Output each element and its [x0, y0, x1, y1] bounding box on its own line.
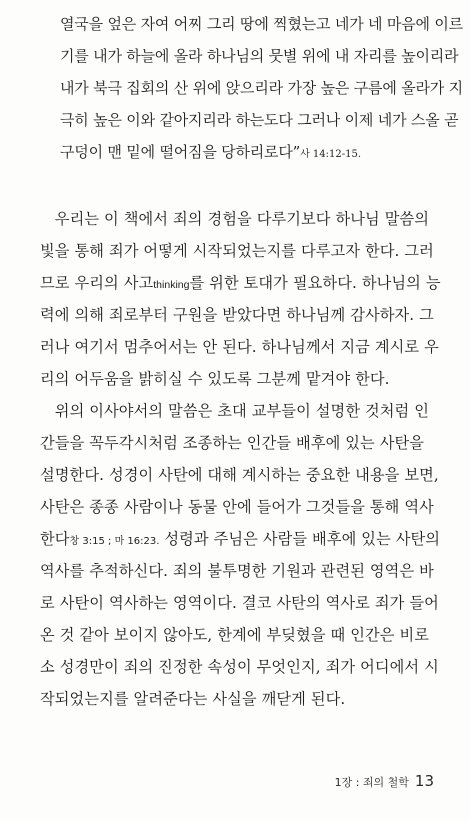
- quote-text: 구덩이 맨 밑에 떨어짐을 당하리로다”: [60, 143, 301, 161]
- paragraph-text: 우리는 이 책에서 죄의 경험을 다루기보다 하나님 말씀의: [54, 210, 430, 228]
- paragraph-line: 설명한다. 성경이 사탄에 대해 계시하는 중요한 내용을 보면,: [40, 466, 439, 484]
- paragraph-line: 온 것 같아 보이지 않아도, 한계에 부딪혔을 때 인간은 비로: [40, 626, 430, 644]
- english-gloss: thinking: [153, 279, 190, 291]
- paragraph-text: 한다: [40, 530, 70, 548]
- paragraph-line: 사탄은 종종 사람이나 동물 안에 들어가 그것들을 통해 역사: [40, 498, 434, 516]
- quote-line: [60, 136, 430, 168]
- paragraph-line: 빛을 통해 죄가 어떻게 시작되었는지를 다루고자 한다. 그러: [40, 242, 434, 260]
- paragraph-line: 간들을 꼭두각시처럼 조종하는 인간들 배후에 있는 사탄을: [40, 434, 425, 452]
- paragraph-line: 리의 어두움을 밝히실 수 있도록 그분께 맡겨야 한다.: [40, 370, 390, 388]
- paragraph-text: 성령과 주님은 사람들 배후에 있는 사탄의: [159, 530, 441, 548]
- quote-line: 내가 북극 집회의 산 위에 앉으리라 가장 높은 구름에 올라가 지: [60, 79, 463, 97]
- paragraph-line: [40, 267, 440, 299]
- scripture-citation: 창 3:15 ; 마 16:23.: [69, 536, 160, 547]
- paragraph-line: 작되었는지를 알려준다는 사실을 깨닫게 된다.: [40, 690, 346, 708]
- scripture-reference: 사 14:12-15.: [300, 149, 362, 160]
- paragraph-line: [40, 203, 440, 235]
- paragraph-text: 위의 이사야서의 말씀은 초대 교부들이 설명한 것처럼 인: [54, 402, 430, 420]
- chapter-title: 1장 : 죄의 철학: [334, 776, 409, 789]
- quote-line: 기를 내가 하늘에 올라 하나님의 뭇별 위에 내 자리를 높이리라: [60, 47, 459, 65]
- page-number: 13: [414, 772, 434, 790]
- scripture-quote: [60, 8, 463, 168]
- paragraph-line: [40, 395, 440, 427]
- quote-line: 열국을 엎은 자여 어찌 그리 땅에 찍혔는고 네가 네 마음에 이르: [60, 15, 463, 33]
- body-text: [40, 203, 440, 715]
- paragraph-line: 력에 의해 죄로부터 구원을 받았다면 하나님께 감사하자. 그: [40, 306, 434, 324]
- paragraph-line: 러나 여기서 멈추어서는 안 된다. 하나님께서 지금 계시로 우: [40, 338, 439, 356]
- running-footer: [335, 772, 434, 790]
- paragraph-line: 역사를 추적하신다. 죄의 불투명한 기원과 관련된 영역은 바: [40, 562, 434, 580]
- paragraph-line: 로 사탄이 역사하는 영역이다. 결코 사탄의 역사로 죄가 들어: [40, 594, 439, 612]
- paragraph-line: [40, 523, 440, 555]
- paragraph-text: 므로 우리의 사고: [40, 274, 154, 292]
- quote-line: 극히 높은 이와 같아지리라 하는도다 그러나 이제 네가 스올 곧: [60, 111, 459, 129]
- paragraph-text: 를 위한 토대가 필요하다. 하나님의 능: [189, 274, 441, 292]
- paragraph-line: 소 성경만이 죄의 진정한 속성이 무엇인지, 죄가 어디에서 시: [40, 658, 439, 676]
